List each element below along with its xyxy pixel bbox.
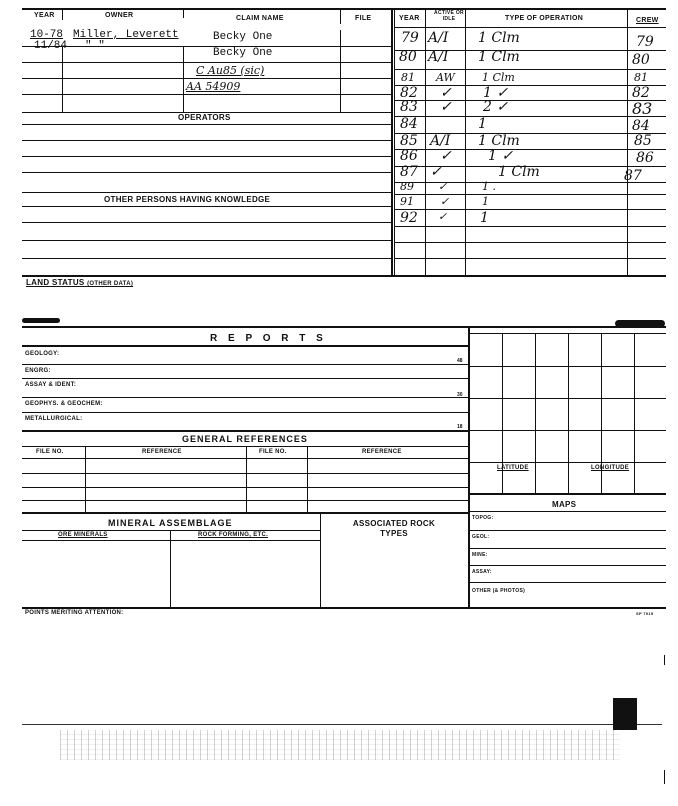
map-other: OTHER (& PHOTOS) bbox=[472, 588, 526, 594]
header-active-idle: ACTIVE OR IDLE bbox=[434, 10, 464, 22]
scan-noise-band bbox=[60, 730, 620, 760]
associated-rock-types-heading: ASSOCIATED ROCK TYPES bbox=[352, 519, 436, 538]
scan-edge-mark bbox=[664, 655, 665, 665]
operation-type: 1 Clm bbox=[478, 49, 520, 65]
operation-crew: 84 bbox=[632, 118, 650, 134]
header-file: FILE bbox=[355, 15, 372, 22]
operation-type: 1 bbox=[480, 210, 489, 226]
claim-name: Becky One bbox=[213, 31, 273, 43]
operation-year: 84 bbox=[400, 116, 418, 132]
header-type-of-operation: TYPE OF OPERATION bbox=[505, 15, 584, 22]
refs-file-no-1: FILE NO. bbox=[36, 449, 64, 455]
scan-edge-mark bbox=[664, 770, 665, 784]
reports-heading: R E P O R T S bbox=[210, 333, 327, 344]
operation-type: 1 ✓ bbox=[483, 85, 509, 101]
map-assay: ASSAY: bbox=[472, 569, 492, 575]
operation-year: 80 bbox=[399, 49, 417, 65]
operation-crew: 80 bbox=[632, 52, 650, 68]
operation-year: 79 bbox=[401, 30, 419, 46]
report-metallurgical-num: 18 bbox=[457, 424, 463, 430]
header-claim-name: CLAIM NAME bbox=[236, 15, 284, 22]
owner-name: " " bbox=[85, 40, 105, 52]
operation-type: 1 bbox=[482, 195, 489, 208]
operation-status: AW bbox=[436, 71, 455, 84]
form-number: SP 7915 bbox=[636, 611, 654, 616]
owner-name: Miller, Leverett bbox=[73, 29, 179, 41]
operation-year: 85 bbox=[400, 133, 418, 149]
claim-note: AA 54909 bbox=[186, 80, 241, 93]
operation-year: 83 bbox=[400, 99, 418, 115]
report-assay: ASSAY & IDENT: bbox=[25, 382, 77, 388]
operation-crew: 85 bbox=[634, 133, 652, 149]
operation-status: ✓ bbox=[440, 99, 452, 115]
operation-crew: 86 bbox=[636, 150, 654, 166]
owner-date: 10-78 bbox=[30, 29, 64, 41]
other-persons-heading: OTHER PERSONS HAVING KNOWLEDGE bbox=[104, 195, 271, 204]
header-crew: CREW bbox=[636, 17, 659, 24]
operation-year: 87 bbox=[400, 164, 418, 180]
operation-crew: 79 bbox=[636, 34, 654, 50]
report-metallurgical: METALLURGICAL: bbox=[25, 416, 83, 422]
operation-crew: 81 bbox=[634, 71, 648, 84]
land-status-sub: (OTHER DATA) bbox=[87, 281, 134, 287]
map-topog: TOPOG: bbox=[472, 515, 494, 521]
operation-type: 2 ✓ bbox=[483, 99, 509, 115]
operation-type: 1 bbox=[478, 116, 487, 132]
map-geol: GEOL: bbox=[472, 534, 490, 540]
ore-minerals-heading: ORE MINERALS bbox=[58, 532, 108, 538]
claim-note: C Au85 (sic) bbox=[196, 64, 265, 77]
refs-reference-1: REFERENCE bbox=[142, 449, 182, 455]
mineral-assemblage-heading: MINERAL ASSEMBLAGE bbox=[108, 518, 233, 528]
operation-crew: 87 bbox=[624, 168, 642, 184]
maps-heading: MAPS bbox=[552, 500, 577, 509]
land-status-label: LAND STATUS bbox=[26, 278, 85, 287]
operation-year: 91 bbox=[400, 195, 414, 208]
operation-status: A/I bbox=[428, 49, 449, 65]
report-assay-num: 30 bbox=[457, 392, 463, 398]
operation-status: ✓ bbox=[438, 210, 448, 223]
scan-dark-block bbox=[613, 698, 637, 730]
operation-status: ✓ bbox=[440, 195, 450, 208]
general-references-heading: GENERAL REFERENCES bbox=[182, 434, 308, 444]
operation-type: 1 Clm bbox=[478, 133, 520, 149]
header-owner: OWNER bbox=[105, 12, 134, 19]
refs-file-no-2: FILE NO. bbox=[259, 449, 287, 455]
refs-reference-2: REFERENCE bbox=[362, 449, 402, 455]
operators-heading: OPERATORS bbox=[178, 113, 231, 122]
map-mine: MINE: bbox=[472, 552, 488, 558]
operation-type: 1 Clm bbox=[498, 164, 540, 180]
scan-smudge-left bbox=[22, 318, 60, 323]
operation-type: 1 ✓ bbox=[488, 148, 514, 164]
operation-year: 81 bbox=[401, 71, 415, 84]
operation-status: A/I bbox=[430, 133, 451, 149]
operation-status: ✓ bbox=[438, 180, 448, 193]
header-year-2: YEAR bbox=[399, 15, 420, 22]
operation-status: ✓ bbox=[440, 148, 452, 164]
operation-status: A/I bbox=[428, 30, 449, 46]
report-geology: GEOLOGY: bbox=[25, 351, 60, 357]
latitude-label: LATITUDE bbox=[497, 465, 529, 471]
operation-year: 89 bbox=[400, 180, 414, 193]
operation-crew: 83 bbox=[632, 99, 653, 118]
operation-type: 1 . bbox=[482, 180, 496, 193]
land-status-heading bbox=[26, 278, 133, 287]
operation-status: ✓ bbox=[430, 164, 442, 180]
operation-crew: 82 bbox=[632, 85, 650, 101]
scan-edge-line bbox=[22, 724, 662, 725]
operation-type: 1 Clm bbox=[482, 71, 515, 84]
operation-year: 86 bbox=[400, 148, 418, 164]
points-meriting-attention: POINTS MERITING ATTENTION: bbox=[25, 610, 124, 616]
operation-year: 92 bbox=[400, 210, 418, 226]
report-geophys: GEOPHYS. & GEOCHEM: bbox=[25, 401, 103, 407]
owner-date: 11/84 bbox=[34, 40, 68, 52]
operation-status: ✓ bbox=[440, 85, 452, 101]
claim-name: Becky One bbox=[213, 47, 273, 59]
rock-forming-heading: ROCK FORMING, ETC. bbox=[198, 532, 269, 538]
longitude-label: LONGITUDE bbox=[591, 465, 630, 471]
report-engrg: ENGRG: bbox=[25, 368, 51, 374]
report-geology-num: 48 bbox=[457, 358, 463, 364]
operation-type: 1 Clm bbox=[478, 30, 520, 46]
header-year: YEAR bbox=[34, 12, 55, 19]
operation-year: 82 bbox=[400, 85, 418, 101]
